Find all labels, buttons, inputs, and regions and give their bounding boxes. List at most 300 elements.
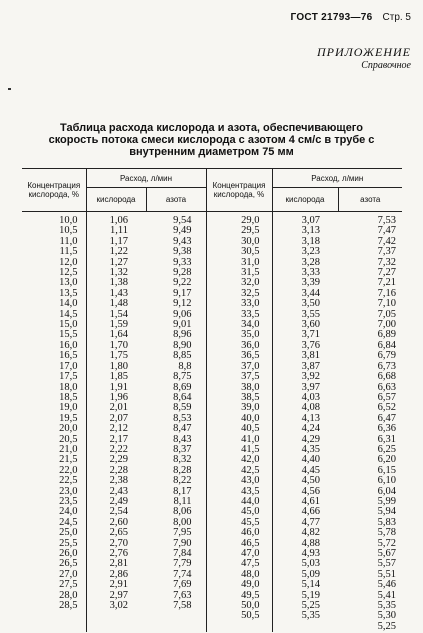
table-cell: 3,33: [301, 267, 320, 279]
table-cell: 30,5: [206, 247, 272, 257]
table-cell: 14,5: [22, 310, 86, 320]
table-cell: 6,36: [377, 423, 396, 435]
table-row: [22, 403, 402, 413]
table-cell: 13,5: [22, 289, 86, 299]
table-cell: 2,76: [109, 548, 128, 559]
table-cell: 41,5: [206, 445, 272, 455]
table-cell: 8,28: [146, 466, 206, 476]
table-cell: 7,95: [146, 528, 206, 538]
table-cell: 8,69: [146, 383, 206, 393]
table-cell: 42,0: [206, 455, 272, 465]
table-cell: 46,5: [206, 539, 272, 549]
table-cell: 6,57: [377, 391, 396, 403]
table-cell: 2,54: [109, 506, 128, 518]
table-cell: 4,35: [301, 443, 320, 455]
table-cell: 3,50: [301, 298, 320, 310]
table-cell: 47,5: [206, 559, 272, 569]
table-cell: 3,71: [301, 329, 320, 341]
table-cell: 8,00: [146, 518, 206, 528]
table-cell: 7,53: [377, 215, 396, 226]
table-cell: 10,5: [22, 226, 86, 236]
table-cell: 4,03: [301, 391, 320, 403]
table-cell: 1,06: [109, 215, 128, 226]
table-cell: 5,09: [301, 568, 320, 580]
table-cell: 50,0: [206, 601, 272, 611]
table-cell: 25,0: [22, 528, 86, 538]
table-cell: 3,44: [301, 287, 320, 299]
caption-line-3: внутренним диаметром 75 мм: [129, 146, 294, 158]
table-cell: 8,37: [146, 445, 206, 455]
table-cell: 6,84: [377, 339, 396, 351]
table-cell: 1,48: [109, 298, 128, 310]
table-row: [22, 570, 402, 580]
table-cell: [86, 611, 146, 621]
table-cell: 7,27: [377, 267, 396, 279]
table-cell: 8,22: [146, 476, 206, 486]
table-cell: 2,22: [109, 443, 128, 455]
table-cell: 41,0: [206, 435, 272, 445]
table-cell: 43,0: [206, 476, 272, 486]
table-cell: 4,50: [301, 475, 320, 487]
table-cell: 28,0: [22, 591, 86, 601]
table-row: [22, 247, 402, 257]
table-row: [22, 383, 402, 393]
table-row: [22, 341, 402, 351]
table-cell: 3,55: [301, 308, 320, 320]
table-cell: 30,0: [206, 237, 272, 247]
table-row: [22, 622, 402, 632]
table-cell: 5,83: [377, 516, 396, 528]
header-concentration-left: Концентрация кислорода, %: [22, 169, 86, 212]
table-cell: 3,18: [301, 235, 320, 247]
table-row: [22, 507, 402, 517]
table-cell: 37,5: [206, 372, 272, 382]
table-cell: 6,47: [377, 412, 396, 424]
table-cell: 5,14: [301, 579, 320, 591]
table-cell: 26,0: [22, 549, 86, 559]
table-cell: 11,0: [22, 237, 86, 247]
table-cell: 37,0: [206, 362, 272, 372]
table-cell: 43,5: [206, 487, 272, 497]
table-cell: 39,0: [206, 403, 272, 413]
table-cell: 6,89: [377, 329, 396, 341]
table-cell: 7,74: [146, 570, 206, 580]
table-cell: 8,96: [146, 330, 206, 340]
table-cell: 5,78: [377, 527, 396, 539]
table-cell: 2,60: [109, 516, 128, 528]
table-cell: 8,75: [146, 372, 206, 382]
table-cell: 8,53: [146, 414, 206, 424]
table-cell: 19,0: [22, 403, 86, 413]
table-cell: 3,81: [301, 350, 320, 362]
table-cell: 5,51: [377, 568, 396, 580]
table-cell: 21,0: [22, 445, 86, 455]
table-cell: 20,0: [22, 424, 86, 434]
table-cell: 7,84: [146, 549, 206, 559]
table-cell: 6,68: [377, 371, 396, 383]
table-cell: 2,07: [109, 412, 128, 424]
table-row: [22, 226, 402, 236]
table-cell: 1,85: [109, 371, 128, 383]
table-cell: 9,43: [146, 237, 206, 247]
table-row: [22, 278, 402, 288]
table-cell: 27,0: [22, 570, 86, 580]
table-row: [22, 435, 402, 445]
table-cell: 7,16: [377, 287, 396, 299]
table-cell: 4,88: [301, 537, 320, 549]
table-header: [22, 169, 402, 212]
table-row: [22, 611, 402, 621]
table-cell: 15,0: [22, 320, 86, 330]
table-row: [22, 268, 402, 278]
table-cell: 1,70: [109, 339, 128, 351]
flow-table: [22, 168, 402, 632]
appendix-block: [317, 45, 411, 71]
table-cell: 18,5: [22, 393, 86, 403]
table-cell: 2,43: [109, 485, 128, 497]
table-row: [22, 320, 402, 330]
standard-number: ГОСТ 21793—76: [290, 12, 373, 23]
table-cell: 9,06: [146, 310, 206, 320]
table-cell: 38,0: [206, 383, 272, 393]
table-cell: 8,64: [146, 393, 206, 403]
table-cell: 7,42: [377, 235, 396, 247]
table-cell: 2,01: [109, 402, 128, 414]
table-cell: [146, 611, 206, 621]
table-cell: 33,0: [206, 299, 272, 309]
table-cell: 3,02: [109, 600, 128, 612]
table-cell: 44,0: [206, 497, 272, 507]
table-cell: 3,87: [301, 360, 320, 372]
table-cell: [22, 611, 86, 621]
table-cell: 3,23: [301, 246, 320, 258]
table-body: [22, 212, 402, 633]
table-cell: 12,0: [22, 258, 86, 268]
table-cell: 2,70: [109, 537, 128, 549]
table-cell: 2,17: [109, 433, 128, 445]
table-cell: 24,0: [22, 507, 86, 517]
table-cell: 15,5: [22, 330, 86, 340]
table-cell: 5,94: [377, 506, 396, 518]
table-cell: 1,11: [110, 225, 128, 237]
table-row: [22, 591, 402, 601]
header-oxygen-right: кислорода: [272, 188, 338, 212]
table-cell: 32,0: [206, 278, 272, 288]
table-cell: 4,29: [301, 433, 320, 445]
table-cell: 31,5: [206, 268, 272, 278]
table-cell: 42,5: [206, 466, 272, 476]
table-cell: 47,0: [206, 549, 272, 559]
table-cell: [146, 622, 206, 632]
table-cell: 2,38: [109, 475, 128, 487]
table-cell: 2,28: [109, 464, 128, 476]
table-cell: 3,97: [301, 381, 320, 393]
table-cell: 32,5: [206, 289, 272, 299]
table-cell: 38,5: [206, 393, 272, 403]
table-cell: 4,08: [301, 402, 320, 414]
table-row: [22, 393, 402, 403]
table-cell: 9,28: [146, 268, 206, 278]
table-cell: 7,21: [377, 277, 396, 289]
table-cell: 40,0: [206, 414, 272, 424]
appendix-title: ПРИЛОЖЕНИЕ: [317, 45, 411, 59]
table-cell: 5,25: [301, 600, 320, 612]
table-cell: 17,0: [22, 362, 86, 372]
table-row: [22, 362, 402, 372]
table-cell: [272, 622, 338, 632]
table-cell: 3,60: [301, 319, 320, 331]
page-header: [291, 12, 412, 23]
table-cell: 1,64: [109, 329, 128, 341]
table-cell: 5,25: [377, 620, 396, 632]
table-cell: 1,54: [109, 308, 128, 320]
table-cell: 5,03: [301, 558, 320, 570]
table-cell: 10,0: [22, 212, 86, 227]
table-cell: 11,5: [22, 247, 86, 257]
table-cell: 6,52: [377, 402, 396, 414]
table-cell: 17,5: [22, 372, 86, 382]
table-row: [22, 580, 402, 590]
table-cell: 16,0: [22, 341, 86, 351]
table-row: [22, 528, 402, 538]
table-cell: 6,10: [377, 475, 396, 487]
table-cell: 8,32: [146, 455, 206, 465]
table-cell: 21,5: [22, 455, 86, 465]
table-cell: 8,47: [146, 424, 206, 434]
table-row: [22, 476, 402, 486]
header-nitrogen-right: азота: [338, 188, 402, 212]
table-cell: 1,32: [109, 267, 128, 279]
table-cell: 7,90: [146, 539, 206, 549]
table-row: [22, 351, 402, 361]
table-row: [22, 539, 402, 549]
table-row: [22, 601, 402, 611]
table-cell: 6,63: [377, 381, 396, 393]
table-cell: 49,5: [206, 591, 272, 601]
table-cell: 4,61: [301, 495, 320, 507]
table-row: [22, 299, 402, 309]
table-cell: 46,0: [206, 528, 272, 538]
table-cell: 5,35: [301, 610, 320, 622]
table-cell: 7,00: [377, 319, 396, 331]
header-oxygen-left: кислорода: [86, 188, 146, 212]
table-cell: 9,54: [146, 212, 206, 227]
table-cell: 1,59: [109, 319, 128, 331]
table-cell: 1,38: [109, 277, 128, 289]
table-cell: 9,17: [146, 289, 206, 299]
table-cell: 6,25: [377, 443, 396, 455]
table-cell: 7,47: [377, 225, 396, 237]
table-cell: 2,65: [109, 527, 128, 539]
table-cell: 7,58: [146, 601, 206, 611]
table-cell: 34,0: [206, 320, 272, 330]
table-cell: 4,77: [301, 516, 320, 528]
table-row: [22, 445, 402, 455]
table-cell: 9,33: [146, 258, 206, 268]
table-row: [22, 237, 402, 247]
page-number: Стр. 5: [382, 12, 411, 23]
table-cell: 8,59: [146, 403, 206, 413]
table-cell: 5,30: [377, 610, 396, 622]
table-cell: 27,5: [22, 580, 86, 590]
table-cell: 3,28: [301, 256, 320, 268]
table-cell: 1,91: [109, 381, 128, 393]
appendix-subtitle: Справочное: [361, 60, 411, 71]
table-cell: 3,39: [301, 277, 320, 289]
table-cell: 8,8: [146, 362, 206, 372]
table-cell: 5,72: [377, 537, 396, 549]
table-cell: 7,63: [146, 591, 206, 601]
caption-line-1: Таблица расхода кислорода и азота, обеспечивающего: [60, 122, 363, 134]
table-cell: 9,22: [146, 278, 206, 288]
table-cell: 7,05: [377, 308, 396, 320]
table-cell: 49,0: [206, 580, 272, 590]
table-cell: 9,38: [146, 247, 206, 257]
header-concentration-right: Концентрация кислорода, %: [206, 169, 272, 212]
table-row: [22, 414, 402, 424]
table-cell: 2,86: [109, 568, 128, 580]
table-cell: 5,57: [377, 558, 396, 570]
table-cell: 6,79: [377, 350, 396, 362]
table-cell: 50,5: [206, 611, 272, 621]
table-cell: [22, 622, 86, 632]
table-cell: 9,01: [146, 320, 206, 330]
table-row: [22, 487, 402, 497]
table-cell: 40,5: [206, 424, 272, 434]
table-cell: 8,43: [146, 435, 206, 445]
header-flow-left: Расход, л/мин: [86, 169, 206, 188]
table-cell: 1,96: [109, 391, 128, 403]
table-cell: 33,5: [206, 310, 272, 320]
table-cell: 1,80: [109, 360, 128, 372]
table-cell: 4,24: [301, 423, 320, 435]
table-cell: 7,10: [377, 298, 396, 310]
table-cell: 8,06: [146, 507, 206, 517]
table-row: [22, 372, 402, 382]
table-cell: 36,0: [206, 341, 272, 351]
table-cell: 19,5: [22, 414, 86, 424]
table-cell: 26,5: [22, 559, 86, 569]
table-cell: 13,0: [22, 278, 86, 288]
table-cell: 31,0: [206, 258, 272, 268]
table-cell: 29,5: [206, 226, 272, 236]
table-cell: 45,5: [206, 518, 272, 528]
table-cell: 4,56: [301, 485, 320, 497]
table-cell: 8,11: [146, 497, 206, 507]
table-cell: 6,31: [377, 433, 396, 445]
table-cell: [206, 622, 272, 632]
table-cell: 4,45: [301, 464, 320, 476]
table-row: [22, 310, 402, 320]
table-cell: 3,92: [301, 371, 320, 383]
table-cell: 2,29: [109, 454, 128, 466]
table-cell: 7,69: [146, 580, 206, 590]
table-cell: 8,85: [146, 351, 206, 361]
table-cell: 5,19: [301, 589, 320, 601]
table-cell: 7,79: [146, 559, 206, 569]
table-cell: 22,5: [22, 476, 86, 486]
stray-mark: [8, 88, 11, 90]
table-cell: 6,04: [377, 485, 396, 497]
table-cell: 1,43: [109, 287, 128, 299]
table-cell: 1,75: [109, 350, 128, 362]
table-cell: 5,35: [377, 600, 396, 612]
table-cell: 8,90: [146, 341, 206, 351]
table-cell: 36,5: [206, 351, 272, 361]
table-cell: 4,40: [301, 454, 320, 466]
table-cell: 5,99: [377, 495, 396, 507]
header-nitrogen-left: азота: [146, 188, 206, 212]
table-cell: 3,07: [301, 215, 320, 226]
table-cell: 3,13: [301, 225, 320, 237]
table-cell: 28,5: [22, 601, 86, 611]
table-cell: 7,32: [377, 256, 396, 268]
table-cell: 4,93: [301, 548, 320, 559]
table-cell: 2,91: [109, 579, 128, 591]
table-row: [22, 549, 402, 559]
table-cell: 18,0: [22, 383, 86, 393]
table-cell: 16,5: [22, 351, 86, 361]
table-cell: 4,66: [301, 506, 320, 518]
table-cell: 2,81: [109, 558, 128, 570]
table-cell: 25,5: [22, 539, 86, 549]
table-cell: [86, 622, 146, 632]
table-cell: 5,46: [377, 579, 396, 591]
table-cell: 22,0: [22, 466, 86, 476]
table-cell: 2,97: [109, 589, 128, 601]
table-cell: 9,12: [146, 299, 206, 309]
table-row: [22, 212, 402, 227]
table-row: [22, 518, 402, 528]
table-cell: 6,73: [377, 360, 396, 372]
table-cell: 24,5: [22, 518, 86, 528]
table-cell: 9,49: [146, 226, 206, 236]
table-cell: 23,0: [22, 487, 86, 497]
table-row: [22, 258, 402, 268]
table-row: [22, 424, 402, 434]
table-cell: 1,22: [109, 246, 128, 258]
table-cell: 29,0: [206, 212, 272, 227]
table-cell: 2,49: [109, 495, 128, 507]
table-cell: 45,0: [206, 507, 272, 517]
table-cell: 1,17: [109, 235, 128, 247]
table-row: [22, 559, 402, 569]
table-cell: 35,0: [206, 330, 272, 340]
table-cell: 3,76: [301, 339, 320, 351]
table-cell: 8,17: [146, 487, 206, 497]
table-cell: 4,13: [301, 412, 320, 424]
table-cell: 2,12: [109, 423, 128, 435]
table-cell: 6,20: [377, 454, 396, 466]
table-cell: 5,41: [377, 589, 396, 601]
table-cell: 14,0: [22, 299, 86, 309]
table-cell: 48,0: [206, 570, 272, 580]
table-row: [22, 289, 402, 299]
table-row: [22, 330, 402, 340]
caption-line-2: скорость потока смеси кислорода с азотом 4 см/с в трубе с: [48, 134, 375, 146]
table-cell: 7,37: [377, 246, 396, 258]
table-cell: 6,15: [377, 464, 396, 476]
header-flow-right: Расход, л/мин: [272, 169, 402, 188]
table-caption: [40, 122, 383, 158]
table-cell: 20,5: [22, 435, 86, 445]
table-cell: 5,67: [377, 548, 396, 559]
table-cell: 12,5: [22, 268, 86, 278]
table-cell: 4,82: [301, 527, 320, 539]
table-cell: 23,5: [22, 497, 86, 507]
table-cell: 1,27: [109, 256, 128, 268]
table-row: [22, 455, 402, 465]
